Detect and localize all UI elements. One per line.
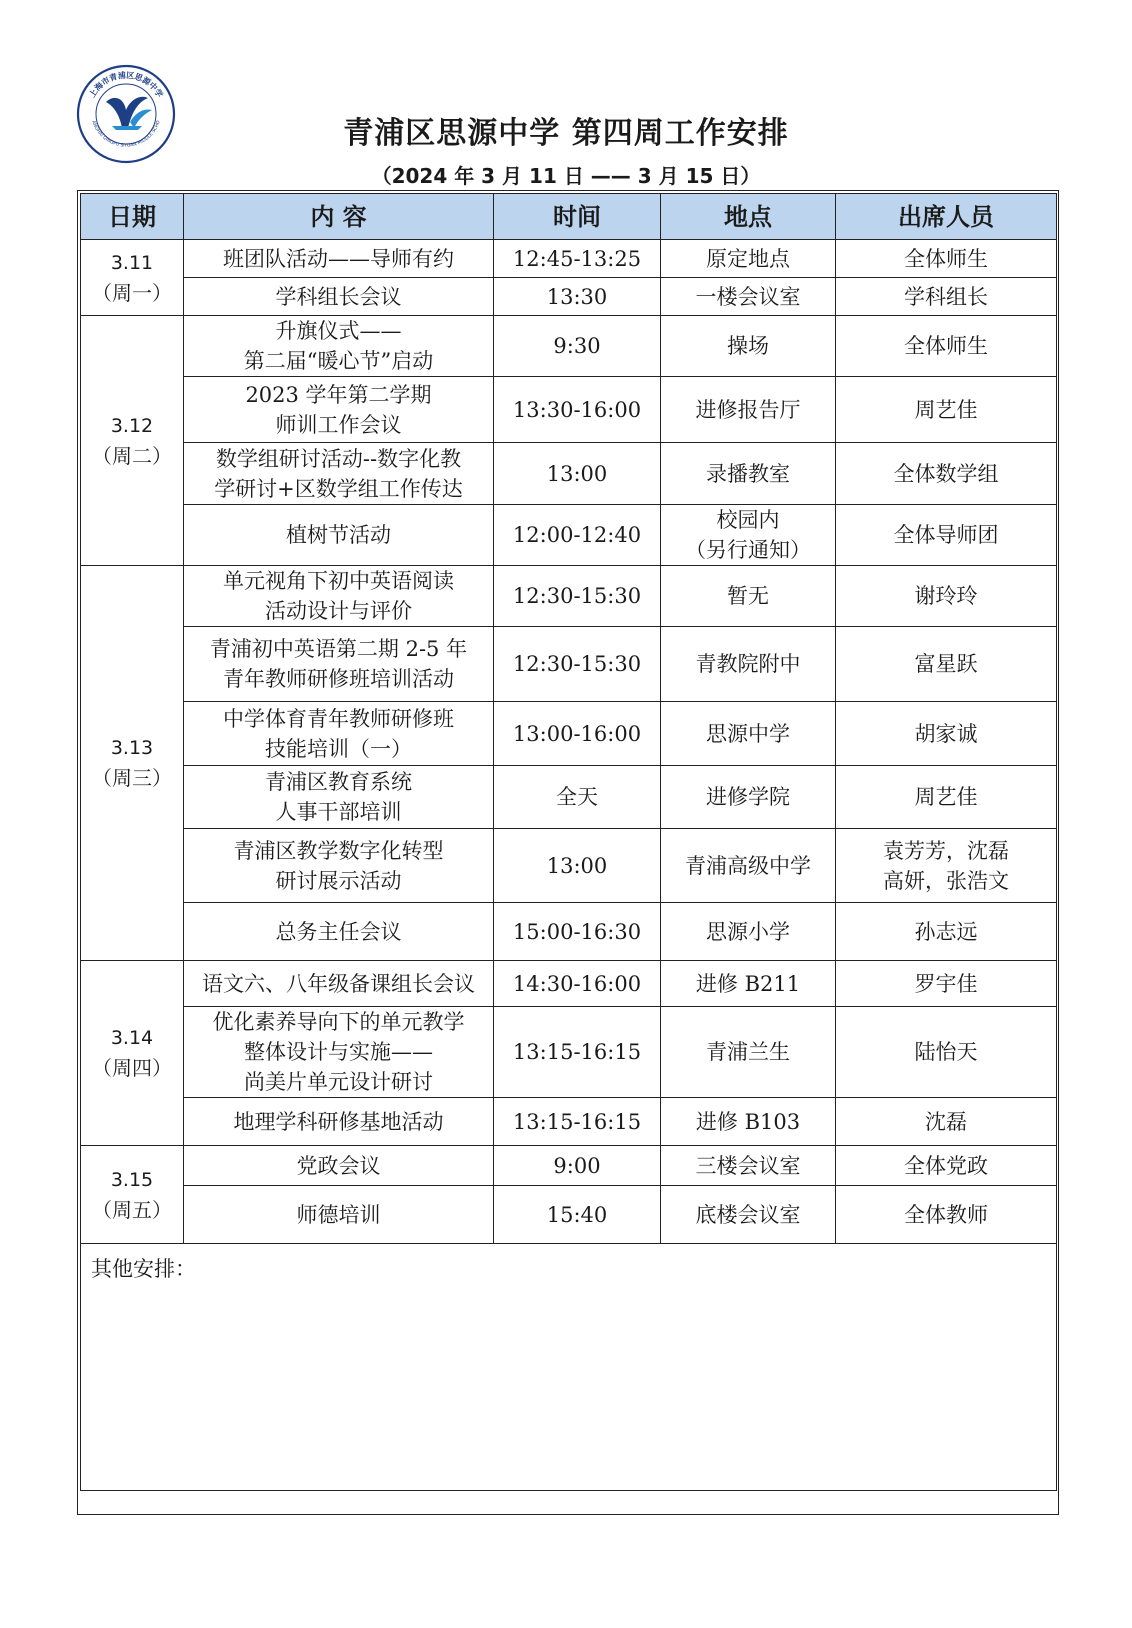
people-cell-line: 袁芳芳，沈磊 bbox=[883, 838, 1009, 863]
content-cell-line: 师德培训 bbox=[296, 1202, 381, 1227]
weekday-label: （周二） bbox=[92, 443, 172, 468]
content-cell-line: 数学组研讨活动--数字化教 bbox=[215, 446, 462, 471]
time-cell: 15:40 bbox=[494, 1186, 661, 1244]
people-cell bbox=[836, 903, 1057, 961]
people-cell bbox=[836, 766, 1057, 829]
content-cell bbox=[184, 903, 494, 961]
content-cell bbox=[184, 1098, 494, 1146]
time-cell: 12:00-12:40 bbox=[494, 505, 661, 566]
people-cell bbox=[836, 443, 1057, 505]
time-cell: 15:00-16:30 bbox=[494, 903, 661, 961]
table-row bbox=[81, 702, 1057, 766]
people-cell bbox=[836, 1007, 1057, 1098]
table-row bbox=[81, 377, 1057, 443]
place-cell bbox=[661, 961, 836, 1007]
people-cell bbox=[836, 316, 1057, 377]
people-cell-line: 富星跃 bbox=[914, 652, 978, 676]
content-cell-line: 师训工作会议 bbox=[275, 412, 402, 437]
content-cell bbox=[184, 443, 494, 505]
content-cell bbox=[184, 240, 494, 278]
place-cell-line: 思源中学 bbox=[706, 721, 790, 746]
date-number: 3.11 bbox=[110, 251, 154, 274]
place-cell-line: 进修 B103 bbox=[695, 1109, 801, 1134]
people-cell bbox=[836, 702, 1057, 766]
place-cell-line: 思源小学 bbox=[706, 919, 790, 944]
time-cell: 12:45-13:25 bbox=[494, 240, 661, 278]
col-header-date: 日期 bbox=[81, 194, 184, 240]
date-cell bbox=[81, 566, 184, 961]
table-row bbox=[81, 278, 1057, 316]
content-cell-line: 中学体育青年教师研修班 bbox=[223, 706, 454, 731]
time-cell: 9:00 bbox=[494, 1146, 661, 1186]
date-cell bbox=[81, 961, 184, 1146]
time-cell: 全天 bbox=[494, 766, 661, 829]
content-cell-line: 青年教师研修班培训活动 bbox=[223, 667, 454, 691]
weekday-label: （周一） bbox=[92, 280, 172, 305]
people-cell-line: 全体导师团 bbox=[893, 523, 999, 547]
people-cell bbox=[836, 829, 1057, 903]
date-number: 3.13 bbox=[110, 737, 154, 759]
people-cell-line: 学科组长 bbox=[904, 284, 988, 309]
place-cell bbox=[661, 1007, 836, 1098]
people-cell bbox=[836, 566, 1057, 627]
people-cell-line: 全体数学组 bbox=[893, 461, 999, 486]
content-cell-line: 优化素养导向下的单元教学 bbox=[212, 1010, 465, 1034]
content-cell bbox=[184, 566, 494, 627]
content-cell-line: 总务主任会议 bbox=[275, 919, 402, 944]
place-cell bbox=[661, 627, 836, 702]
people-cell bbox=[836, 1186, 1057, 1244]
people-cell bbox=[836, 1146, 1057, 1186]
people-cell-line: 罗宇佳 bbox=[914, 971, 978, 996]
content-cell bbox=[184, 505, 494, 566]
time-cell: 13:00 bbox=[494, 443, 661, 505]
people-cell bbox=[836, 377, 1057, 443]
people-cell-line: 周艺佳 bbox=[914, 785, 978, 809]
table-row bbox=[81, 443, 1057, 505]
logo-text-cn: 上海市青浦区思源中学 bbox=[87, 70, 165, 100]
people-cell bbox=[836, 1098, 1057, 1146]
people-cell-line: 周艺佳 bbox=[914, 397, 978, 422]
people-cell-line: 胡家诚 bbox=[914, 721, 978, 746]
people-cell bbox=[836, 505, 1057, 566]
content-cell bbox=[184, 627, 494, 702]
place-cell bbox=[661, 903, 836, 961]
logo-text-en: ANGHAI QINGPU SIYUAN MIDDLE SCHO bbox=[90, 120, 162, 149]
time-cell: 13:00-16:00 bbox=[494, 702, 661, 766]
place-cell-line: 进修报告厅 bbox=[695, 397, 801, 422]
time-cell: 13:30 bbox=[494, 278, 661, 316]
place-cell-line: 一楼会议室 bbox=[695, 284, 801, 309]
people-cell-line: 高妍，张浩文 bbox=[883, 868, 1009, 893]
other-arrangements-label: 其他安排： bbox=[81, 1244, 1057, 1491]
place-cell-line: 原定地点 bbox=[706, 246, 790, 271]
content-cell bbox=[184, 316, 494, 377]
table-row bbox=[81, 240, 1057, 278]
content-cell-line: 整体设计与实施—— bbox=[244, 1040, 433, 1064]
table-row bbox=[81, 1007, 1057, 1098]
content-cell-line: 学研讨+区数学组工作传达 bbox=[214, 476, 463, 501]
table-row bbox=[81, 505, 1057, 566]
col-header-people: 出席人员 bbox=[836, 194, 1057, 240]
content-cell-line: 党政会议 bbox=[296, 1153, 381, 1178]
date-number: 3.14 bbox=[110, 1027, 154, 1049]
people-cell-line: 全体师生 bbox=[904, 246, 988, 271]
date-range-subtitle: （2024 年 3 月 11 日 —— 3 月 15 日） bbox=[371, 164, 761, 188]
content-cell bbox=[184, 961, 494, 1007]
content-cell bbox=[184, 766, 494, 829]
place-cell bbox=[661, 278, 836, 316]
place-cell-line: 操场 bbox=[727, 334, 769, 358]
place-cell bbox=[661, 766, 836, 829]
place-cell-line: 录播教室 bbox=[706, 461, 790, 486]
time-cell: 9:30 bbox=[494, 316, 661, 377]
time-cell: 14:30-16:00 bbox=[494, 961, 661, 1007]
content-cell-line: 人事干部培训 bbox=[275, 800, 402, 824]
people-cell-line: 孙志远 bbox=[914, 919, 978, 944]
place-cell bbox=[661, 1186, 836, 1244]
content-cell bbox=[184, 1146, 494, 1186]
place-cell-line: 校园内 bbox=[716, 508, 780, 532]
place-cell bbox=[661, 505, 836, 566]
page-title: 青浦区思源中学 第四周工作安排 bbox=[343, 116, 789, 151]
place-cell bbox=[661, 829, 836, 903]
weekday-label: （周四） bbox=[92, 1056, 172, 1080]
col-header-content: 内 容 bbox=[184, 194, 494, 240]
content-cell-line: 技能培训（一） bbox=[265, 736, 412, 761]
content-cell bbox=[184, 377, 494, 443]
people-cell-line: 沈磊 bbox=[925, 1109, 967, 1134]
table-row bbox=[81, 766, 1057, 829]
people-cell-line: 陆怡天 bbox=[914, 1040, 978, 1064]
content-cell-line: 第二届“暖心节”启动 bbox=[243, 349, 434, 373]
content-cell bbox=[184, 1186, 494, 1244]
content-cell bbox=[184, 829, 494, 903]
place-cell bbox=[661, 566, 836, 627]
place-cell bbox=[661, 443, 836, 505]
table-row bbox=[81, 1098, 1057, 1146]
content-cell-line: 2023 学年第二学期 bbox=[245, 382, 432, 407]
time-cell: 13:00 bbox=[494, 829, 661, 903]
people-cell-line: 全体师生 bbox=[904, 334, 988, 358]
table-row bbox=[81, 829, 1057, 903]
time-cell: 12:30-15:30 bbox=[494, 627, 661, 702]
date-number: 3.15 bbox=[110, 1168, 154, 1191]
date-cell bbox=[81, 240, 184, 316]
content-cell-line: 地理学科研修基地活动 bbox=[233, 1109, 444, 1134]
table-header-row bbox=[81, 194, 1057, 240]
date-number: 3.12 bbox=[110, 414, 154, 437]
content-cell bbox=[184, 702, 494, 766]
people-cell-line: 谢玲玲 bbox=[914, 584, 978, 608]
content-cell-line: 语文六、八年级备课组长会议 bbox=[202, 971, 475, 996]
date-cell bbox=[81, 1146, 184, 1244]
place-cell bbox=[661, 240, 836, 278]
schedule-table bbox=[80, 193, 1057, 1491]
table-row bbox=[81, 1146, 1057, 1186]
content-cell-line: 升旗仪式—— bbox=[275, 319, 402, 343]
people-cell bbox=[836, 240, 1057, 278]
place-cell-line: （另行通知） bbox=[685, 538, 811, 562]
place-cell-line: 进修 B211 bbox=[695, 971, 801, 996]
schedule-body bbox=[81, 240, 1057, 1491]
people-cell-line: 全体党政 bbox=[904, 1153, 988, 1178]
content-cell-line: 班团队活动——导师有约 bbox=[223, 246, 454, 271]
weekday-label: （周五） bbox=[92, 1197, 172, 1222]
people-cell bbox=[836, 961, 1057, 1007]
place-cell bbox=[661, 702, 836, 766]
table-row bbox=[81, 961, 1057, 1007]
table-row bbox=[81, 1186, 1057, 1244]
other-arrangements-row bbox=[81, 1244, 1057, 1491]
time-cell: 13:15-16:15 bbox=[494, 1098, 661, 1146]
table-row bbox=[81, 566, 1057, 627]
place-cell-line: 暂无 bbox=[727, 584, 769, 608]
content-cell-line: 单元视角下初中英语阅读 bbox=[223, 569, 454, 593]
time-cell: 13:15-16:15 bbox=[494, 1007, 661, 1098]
place-cell bbox=[661, 316, 836, 377]
content-cell-line: 活动设计与评价 bbox=[265, 599, 412, 623]
place-cell-line: 进修学院 bbox=[706, 785, 790, 809]
place-cell bbox=[661, 1146, 836, 1186]
content-cell-line: 青浦区教学数字化转型 bbox=[233, 838, 444, 863]
content-cell-line: 尚美片单元设计研讨 bbox=[244, 1070, 433, 1094]
content-cell-line: 学科组长会议 bbox=[275, 284, 402, 309]
place-cell-line: 青浦兰生 bbox=[706, 1040, 790, 1064]
content-cell-line: 青浦区教育系统 bbox=[265, 770, 412, 794]
place-cell bbox=[661, 1098, 836, 1146]
table-row bbox=[81, 903, 1057, 961]
people-cell bbox=[836, 278, 1057, 316]
place-cell-line: 底楼会议室 bbox=[695, 1202, 801, 1227]
content-cell-line: 青浦初中英语第二期 2-5 年 bbox=[209, 637, 468, 661]
content-cell-line: 植树节活动 bbox=[286, 523, 391, 547]
date-cell bbox=[81, 316, 184, 566]
people-cell bbox=[836, 627, 1057, 702]
time-cell: 12:30-15:30 bbox=[494, 566, 661, 627]
place-cell bbox=[661, 377, 836, 443]
col-header-place: 地点 bbox=[661, 194, 836, 240]
people-cell-line: 全体教师 bbox=[904, 1202, 988, 1227]
place-cell-line: 三楼会议室 bbox=[695, 1153, 801, 1178]
place-cell-line: 青教院附中 bbox=[695, 652, 801, 676]
table-row bbox=[81, 627, 1057, 702]
col-header-time: 时间 bbox=[494, 194, 661, 240]
table-row bbox=[81, 316, 1057, 377]
time-cell: 13:30-16:00 bbox=[494, 377, 661, 443]
content-cell bbox=[184, 278, 494, 316]
weekday-label: （周三） bbox=[92, 766, 172, 790]
place-cell-line: 青浦高级中学 bbox=[685, 853, 811, 878]
content-cell bbox=[184, 1007, 494, 1098]
content-cell-line: 研讨展示活动 bbox=[275, 868, 402, 893]
